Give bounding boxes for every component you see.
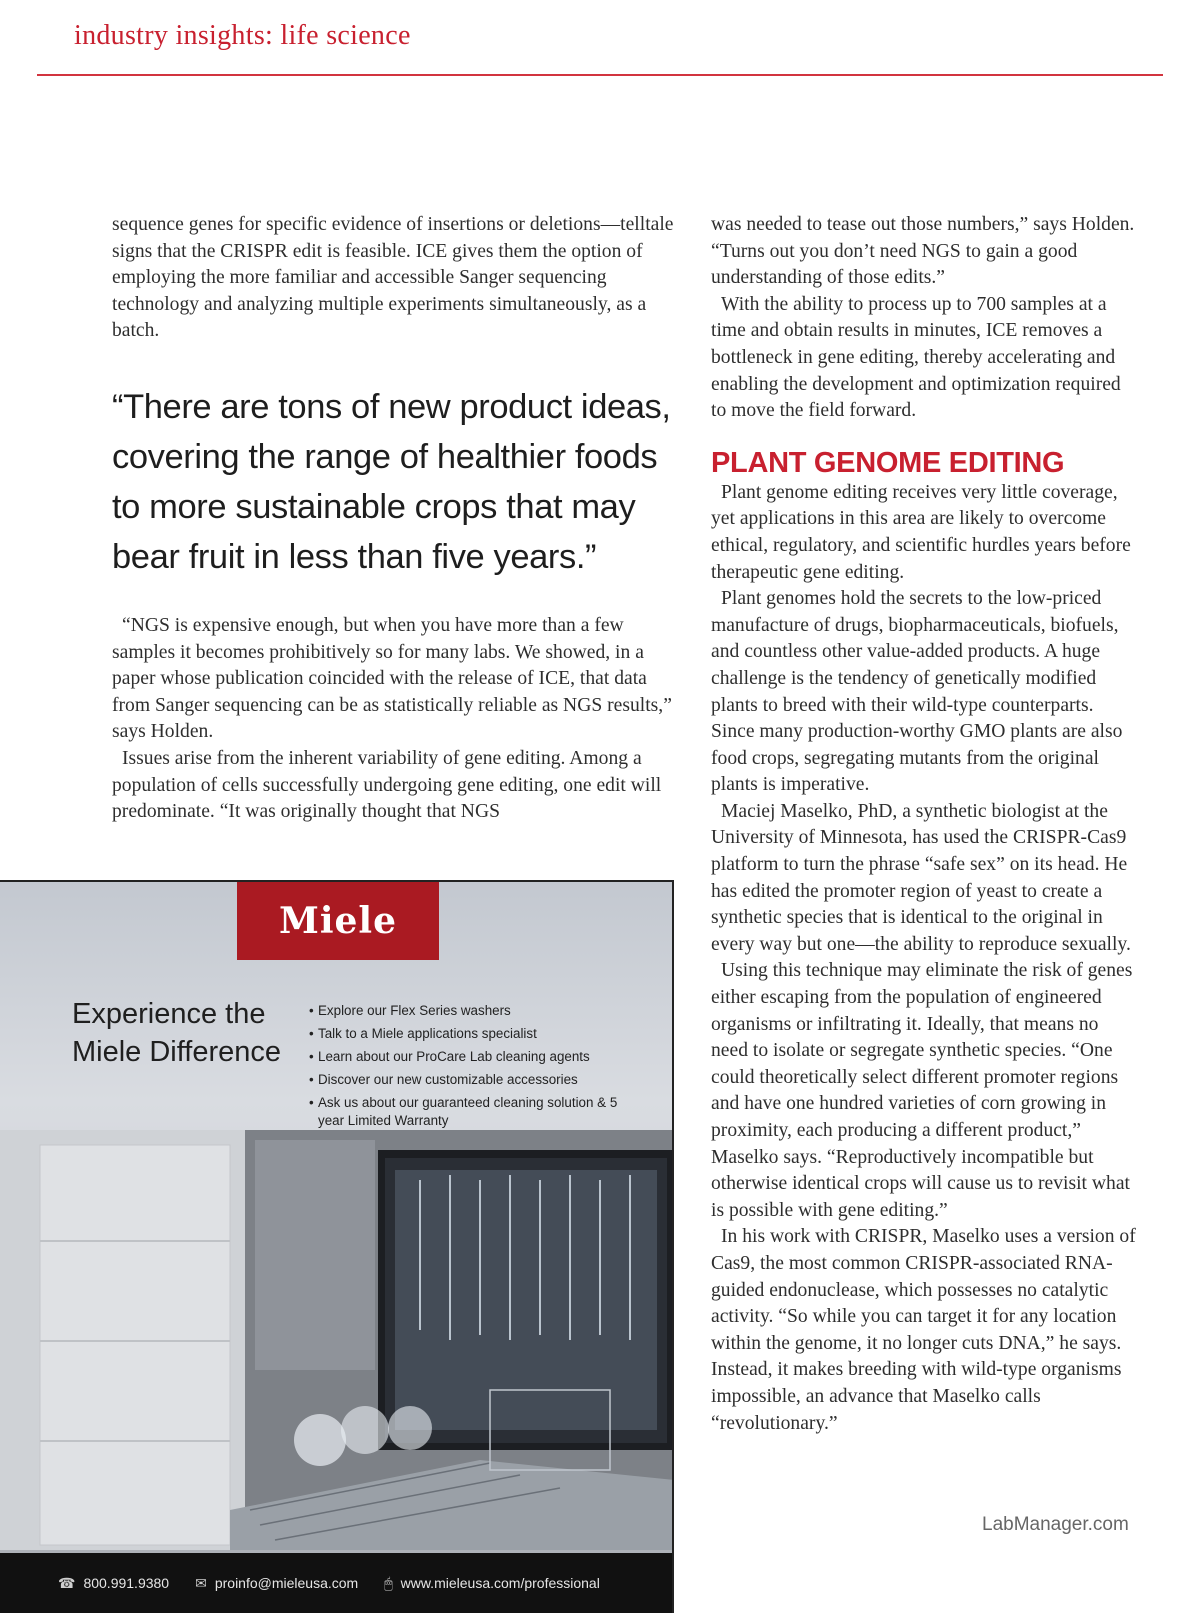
paragraph: Using this technique may eliminate the risk of genes either escaping from the population of engineered organisms or infiltrating it. Ideally, that means no need to isolate or segregate synthetic species. “One could theoretically select different promoter regions and have one hundred varieties of corn growing in proximity, each producing a different product,” Maselko says. “Reproductively incompatible but otherwise identical crops will cause us to revisit what is possible with gene editing.” bbox=[711, 960, 1133, 1221]
pull-quote: “There are tons of new product ideas, covering the range of healthier foods to more sustainable crops that may bear fruit in less than five years.” bbox=[112, 388, 671, 576]
ad-phone bbox=[58, 1575, 169, 1592]
paragraph: With the ability to process up to 700 samples at a time and obtain results in minutes, ICE removes a bottleneck in gene editing, thereby accelerating and enabling the development and optimization required to move the field forward. bbox=[711, 293, 1121, 422]
section-heading: PLANT GENOME EDITING bbox=[711, 446, 1065, 479]
email-address: proinfo@mieleusa.com bbox=[214, 1575, 359, 1591]
ad-bullet: • Discover our new customizable accessories bbox=[309, 1071, 639, 1089]
ad-bullet: • Talk to a Miele applications specialist bbox=[309, 1025, 639, 1043]
miele-logo: Miele bbox=[237, 882, 439, 960]
phone-number: 800.991.9380 bbox=[83, 1575, 170, 1591]
ad-bullet: • Learn about our ProCare Lab cleaning agents bbox=[309, 1048, 639, 1066]
running-head: industry insights: life science bbox=[74, 20, 411, 51]
paragraph: was needed to tease out those numbers,” says Holden. “Turns out you don’t need NGS to gain a good understanding of those edits.” bbox=[711, 214, 1135, 289]
ad-website bbox=[384, 1575, 600, 1592]
left-column-top bbox=[112, 212, 682, 345]
ad-bullet-list bbox=[309, 1002, 639, 1135]
ad-bullet: • Explore our Flex Series washers bbox=[309, 1002, 639, 1020]
paragraph: “NGS is expensive enough, but when you have more than a few samples it becomes prohibitively so for many labs. We showed, in a paper whose publication coincided with the release of ICE, that data from Sanger sequencing can be as statistically reliable as NGS results,” says Holden. bbox=[112, 615, 672, 743]
right-column bbox=[711, 212, 1137, 1437]
paragraph: sequence genes for specific evidence of insertions or deletions—telltale signs that the CRISPR edit is feasible. ICE gives them the option of employing the more familiar and accessible Sanger sequencing technology and analyzing multiple experiments simultaneously, as a batch. bbox=[112, 214, 674, 342]
ad-email bbox=[195, 1575, 358, 1592]
page-folio: LabManager.com bbox=[982, 1514, 1129, 1535]
miele-advertisement bbox=[0, 880, 674, 1613]
website-url: www.mieleusa.com/professional bbox=[400, 1575, 600, 1591]
paragraph: Maciej Maselko, PhD, a synthetic biologist at the University of Minnesota, has used the CRISPR-Cas9 platform to turn the phrase “safe sex” on its head. He has edited the promoter region of yeast to create a synthetic species that is identical to the original in every way but one—the ability to reproduce sexually. bbox=[711, 800, 1131, 955]
lab-washer-image bbox=[0, 1130, 674, 1550]
paragraph: Plant genome editing receives very little coverage, yet applications in this area are likely to overcome ethical, regulatory, and scientific hurdles years before therapeutic gene editing. bbox=[711, 481, 1131, 583]
paragraph: Plant genomes hold the secrets to the low-priced manufacture of drugs, biopharmaceuticals, biofuels, and countless other value-added products. A huge challenge is the tendency of genetically modified plants to breed with their wild-type counterparts. Since many production-worthy GMO plants are also food crops, segregating mutants from the original plants is imperative. bbox=[711, 588, 1123, 796]
paragraph: Issues arise from the inherent variability of gene editing. Among a population of cells successfully undergoing gene editing, one edit will predominate. “It was originally thought that NGS bbox=[112, 747, 662, 823]
mouse-icon: 🖱 bbox=[384, 1574, 393, 1591]
envelope-icon: ✉ bbox=[195, 1574, 207, 1591]
ad-bullet: • Ask us about our guaranteed cleaning solution & 5 year Limited Warranty bbox=[309, 1094, 639, 1130]
ad-headline: Experience the Miele Difference bbox=[72, 998, 282, 1068]
paragraph: In his work with CRISPR, Maselko uses a version of Cas9, the most common CRISPR-associated RNA-guided endonuclease, which possesses no catalytic activity. “So while you can target it for any location within the genome, it no longer cuts DNA,” he says. Instead, it makes breeding with wild-type organisms impossible, an advance that Maselko calls “revolutionary.” bbox=[711, 1226, 1136, 1434]
phone-icon: ☎ bbox=[58, 1574, 76, 1591]
left-column-bottom bbox=[112, 613, 682, 826]
ad-contact-bar bbox=[0, 1553, 674, 1613]
header-rule bbox=[37, 74, 1163, 76]
